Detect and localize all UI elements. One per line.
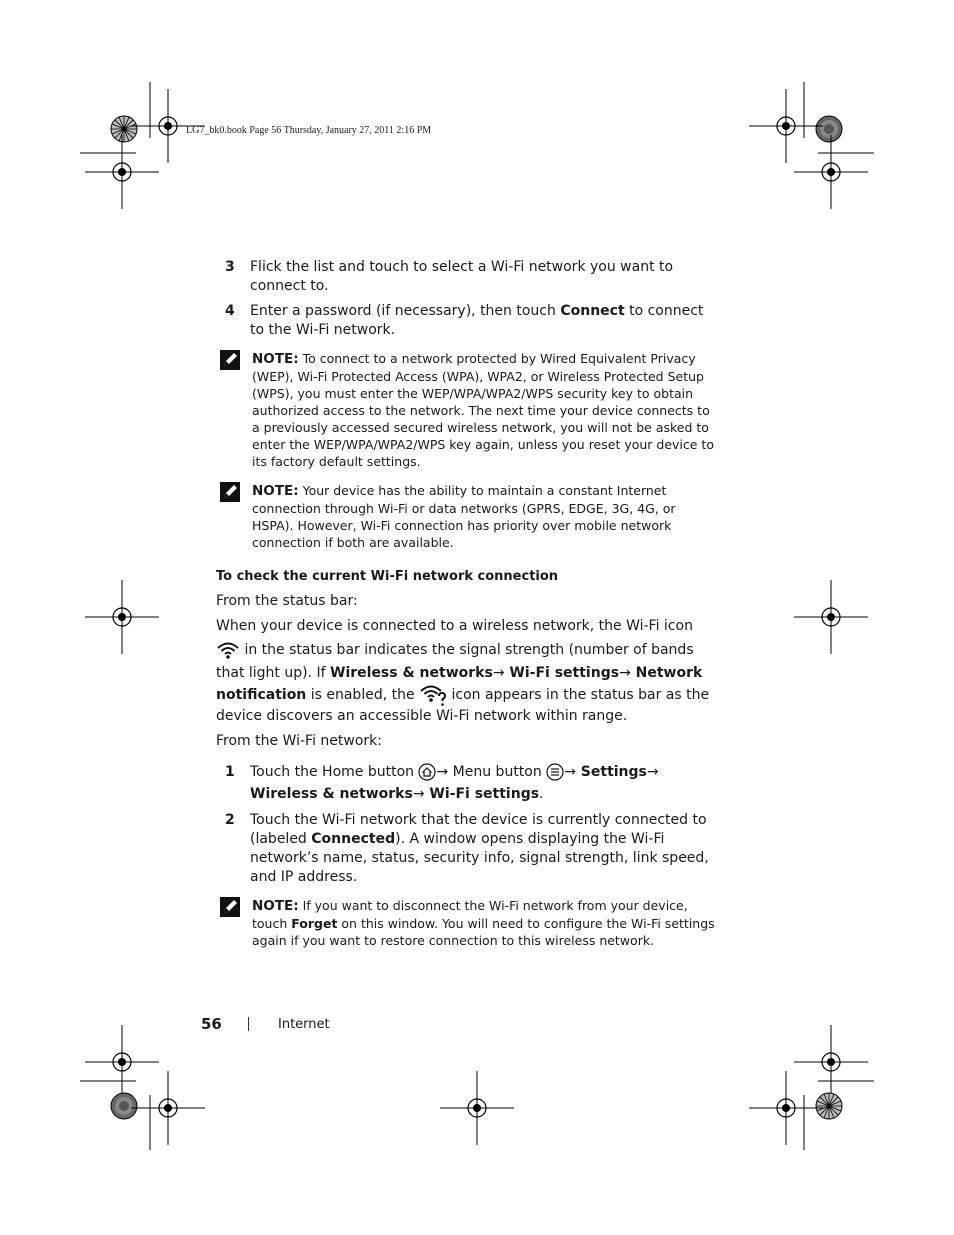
from-wifi-network: From the Wi-Fi network: [216,733,382,749]
step-text: Enter a password (if necessary), then touch [250,303,561,319]
wireless-networks-label: Wireless & networks [250,786,413,802]
arrow: → [412,786,425,802]
from-status-bar: From the status bar: [216,593,358,609]
step-4 [216,302,720,340]
note-text: Your device has the ability to maintain a constant Internet connection through Wi-Fi or data networks (GPRS, EDGE, 3G, 4G, or HSPA). However, Wi-Fi connection has priority over mobile network connection if both are available. [252,483,676,550]
note-label: NOTE: [252,898,299,914]
page-footer [201,1015,330,1033]
wifi-question-icon [419,683,447,707]
step-text: Touch the Wi-Fi network that the device is currently connected to (labeled [250,812,707,847]
note-text: If you want to disconnect the Wi-Fi network from your device, touch [252,898,688,931]
arrow: → [436,764,449,780]
footer-section: Internet [278,1017,330,1032]
arrow: → [619,665,631,681]
wifi-para-b: in the status bar indicates the signal strength (number of bands that light up). If [216,642,694,681]
step-text-cont: to connect to the Wi-Fi network. [250,303,704,338]
note-label: NOTE: [252,351,299,367]
wifi-icon [216,640,240,660]
menu-icon [546,763,564,781]
note-pencil-icon [220,350,240,370]
page-number: 56 [201,1015,222,1033]
connected-label: Connected [311,831,396,847]
step-text-cont: ). A window opens displaying the Wi-Fi network’s name, status, security info, signal strength, link speed, and IP address. [250,831,709,885]
arrow: → [646,764,659,780]
network-notification-label: Network notification [216,665,703,703]
arrow: → [492,665,505,681]
wifi-para-a: When your device is connected to a wireless network, the Wi-Fi icon [216,618,693,634]
settings-label: Settings [575,764,647,780]
note-text-cont: on this window. You will need to configure the Wi-Fi settings again if you want to restore connection to this wireless network. [252,916,715,948]
wifi-para-c: is enabled, the [306,687,420,703]
note-forget [216,897,720,949]
step-text: Flick the list and touch to select a Wi-Fi network you want to connect to. [250,259,674,294]
wifi-settings-label: Wi-Fi settings [424,786,540,802]
note-label: NOTE: [252,483,299,499]
page-content [216,258,720,961]
section-heading: To check the current Wi-Fi network connection [216,569,559,584]
wireless-networks-label: Wireless & networks [330,665,493,681]
step-text: Touch the Home button [250,764,419,780]
home-icon [418,763,436,781]
step-number: 3 [225,259,235,275]
step-number: 2 [225,812,235,828]
wifi-settings-label: Wi-Fi settings [504,665,620,681]
step-2 [216,811,720,887]
step-number: 1 [225,764,235,780]
wifi-paragraph [216,617,720,726]
note-pencil-icon [220,482,240,502]
connect-label: Connect [560,303,625,319]
note-pencil-icon [220,897,240,917]
footer-divider [248,1017,249,1031]
note-data-connection [216,482,720,551]
note-text: To connect to a network protected by Wired Equivalent Privacy (WEP), Wi-Fi Protected Access (WPA), WPA2, or Wireless Protected Setup (WPS), you must enter the WEP/WPA/WPA2/WPS security key to obtain authorized access to the network. The next time your device connects to a previously accessed secured wireless network, you will not be asked to enter the WEP/WPA/WPA2/WPS key again, unless you reset your device to its factory default settings. [252,351,714,469]
arrow: → [564,764,576,780]
wifi-para-d: icon appears in the status bar as the device discovers an accessible Wi-Fi network within range. [216,687,710,724]
step-3 [216,258,720,296]
step-text: Menu button [448,764,547,780]
step-1 [216,761,720,805]
period: . [539,786,544,802]
forget-label: Forget [291,916,338,931]
note-wep [216,350,720,470]
book-slug: LG7_bk0.book Page 56 Thursday, January 27, 2011 2:16 PM [186,125,432,136]
step-number: 4 [225,303,235,319]
